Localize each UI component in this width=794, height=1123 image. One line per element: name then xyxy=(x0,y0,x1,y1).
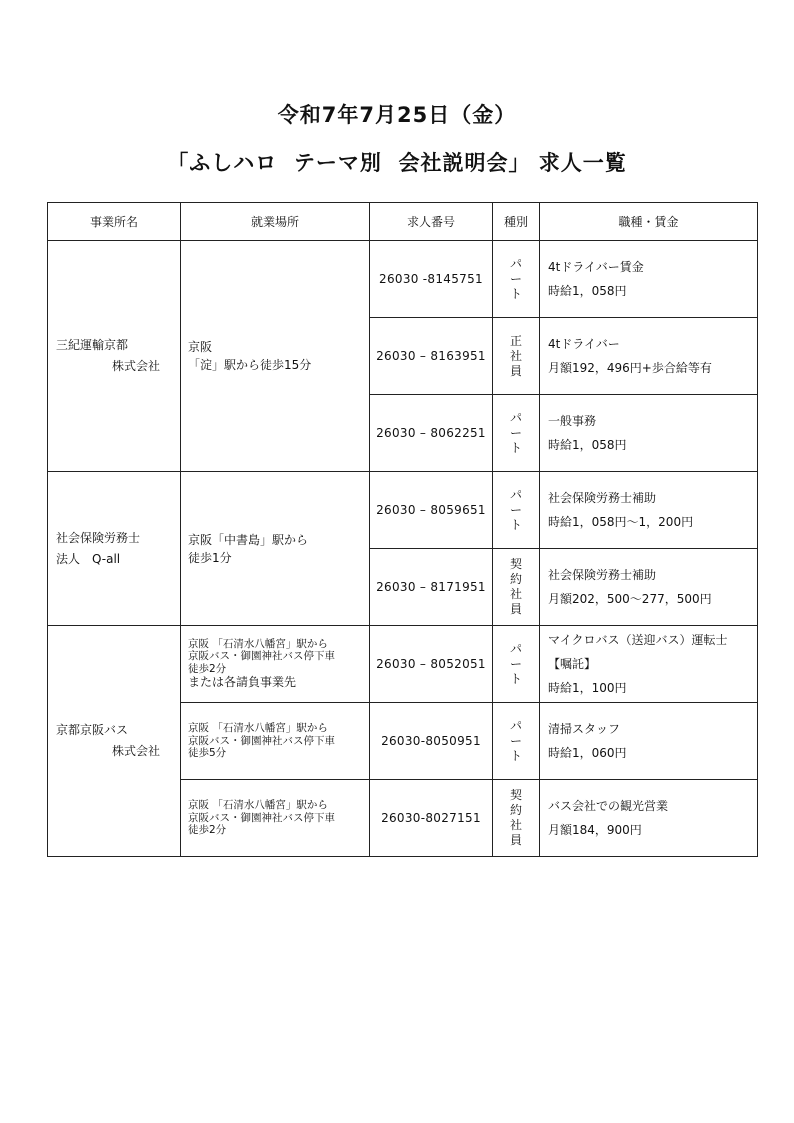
position-title: マイクロバス（送迎バス）運転士 xyxy=(548,633,728,647)
company-name-suffix: 法人 Q-all xyxy=(56,551,121,566)
employment-type xyxy=(493,703,540,780)
location-line: 徒歩5分 xyxy=(188,747,227,760)
employment-type xyxy=(493,318,540,395)
position-title: バス会社での観光営業 xyxy=(548,799,669,813)
job-number: 26030 – 8163951 xyxy=(370,318,493,395)
position-title: 4tドライバー賃金 xyxy=(548,260,644,274)
employment-type-label: パート xyxy=(509,487,522,532)
table-header-row xyxy=(48,203,758,241)
company-cell xyxy=(48,241,181,472)
job-number: 26030 – 8062251 xyxy=(370,395,493,472)
location-cell xyxy=(181,703,370,780)
position-title: 社会保険労務士補助 xyxy=(548,568,657,582)
employment-type-label: 契約社員 xyxy=(509,788,522,847)
employment-type xyxy=(493,780,540,857)
job-number: 26030-8027151 xyxy=(370,780,493,857)
employment-type-label: パート xyxy=(509,256,522,301)
wage: 時給1，100円 xyxy=(548,681,627,695)
table-row xyxy=(48,241,758,318)
header-type: 種別 xyxy=(493,203,540,241)
job-number: 26030-8050951 xyxy=(370,703,493,780)
company-name-suffix: 株式会社 xyxy=(112,744,161,758)
location-line: 京阪 xyxy=(188,340,213,354)
position-title: 社会保険労務士補助 xyxy=(548,491,657,505)
document-title xyxy=(0,98,794,180)
company-name-suffix: 株式会社 xyxy=(112,359,161,373)
company-cell xyxy=(48,472,181,626)
wage: 時給1，060円 xyxy=(548,746,627,760)
table-row xyxy=(48,472,758,549)
wage: 時給1，058円 xyxy=(548,438,627,452)
job-number: 26030 – 8052051 xyxy=(370,626,493,703)
location-line: 京阪バス・御園神社バス停下車 xyxy=(188,734,335,747)
date-heading: 令和7年7月25日（金） xyxy=(277,103,517,127)
employment-type xyxy=(493,472,540,549)
position-title: 4tドライバー xyxy=(548,337,620,351)
location-line: 京阪バス・御園神社バス停下車 xyxy=(188,650,335,663)
employment-type xyxy=(493,395,540,472)
employment-type-label: パート xyxy=(509,641,522,686)
position-title: 一般事務 xyxy=(548,414,597,428)
location-line: 京阪 「石清水八幡宮」駅から xyxy=(188,722,328,735)
employment-type-label: 正社員 xyxy=(509,333,522,378)
position-wage xyxy=(540,241,758,318)
header-location: 就業場所 xyxy=(181,203,370,241)
location-cell xyxy=(181,780,370,857)
company-name: 京都京阪バス xyxy=(56,723,129,737)
header-job-number: 求人番号 xyxy=(370,203,493,241)
header-company: 事業所名 xyxy=(48,203,181,241)
job-number: 26030 -8145751 xyxy=(370,241,493,318)
position-title: 清掃スタッフ xyxy=(548,722,621,736)
job-number: 26030 – 8059651 xyxy=(370,472,493,549)
wage: 月額192，496円+歩合給等有 xyxy=(548,361,712,375)
header-position-wage: 職種・賃金 xyxy=(540,203,758,241)
employment-type-label: パート xyxy=(509,410,522,455)
job-listing-table xyxy=(47,202,758,857)
location-line: 徒歩2分 xyxy=(188,824,227,837)
location-cell xyxy=(181,241,370,472)
location-cell xyxy=(181,472,370,626)
location-line: 徒歩2分 xyxy=(188,662,227,675)
location-line: 京阪バス・御園神社バス停下車 xyxy=(188,811,335,824)
position-note: 【嘱託】 xyxy=(548,657,597,671)
location-line: 徒歩1分 xyxy=(188,550,232,565)
location-line: 京阪 「石清水八幡宮」駅から xyxy=(188,637,328,650)
wage: 月額202，500～277，500円 xyxy=(548,592,712,606)
company-name: 三紀運輸京都 xyxy=(56,338,129,352)
location-line: 「淀」駅から徒歩15分 xyxy=(188,358,312,372)
employment-type-label: 契約社員 xyxy=(509,557,522,616)
company-name: 社会保険労務士 xyxy=(56,530,141,545)
position-wage xyxy=(540,780,758,857)
position-wage xyxy=(540,703,758,780)
employment-type xyxy=(493,241,540,318)
wage: 月額184，900円 xyxy=(548,823,642,837)
employment-type xyxy=(493,549,540,626)
event-heading: 「ふしハロ テーマ別 会社説明会」 求人一覧 xyxy=(167,151,627,175)
location-line: または各請負事業先 xyxy=(188,675,297,690)
position-wage xyxy=(540,395,758,472)
employment-type-label: パート xyxy=(509,718,522,763)
company-cell xyxy=(48,626,181,857)
position-wage xyxy=(540,472,758,549)
employment-type xyxy=(493,626,540,703)
job-number: 26030 – 8171951 xyxy=(370,549,493,626)
location-line: 京阪 「石清水八幡宮」駅から xyxy=(188,799,328,812)
location-cell xyxy=(181,626,370,703)
position-wage xyxy=(540,626,758,703)
wage: 時給1，058円～1，200円 xyxy=(548,515,694,529)
position-wage xyxy=(540,318,758,395)
position-wage xyxy=(540,549,758,626)
location-line: 京阪「中書島」駅から xyxy=(188,532,309,547)
wage: 時給1，058円 xyxy=(548,284,627,298)
table-row xyxy=(48,626,758,703)
